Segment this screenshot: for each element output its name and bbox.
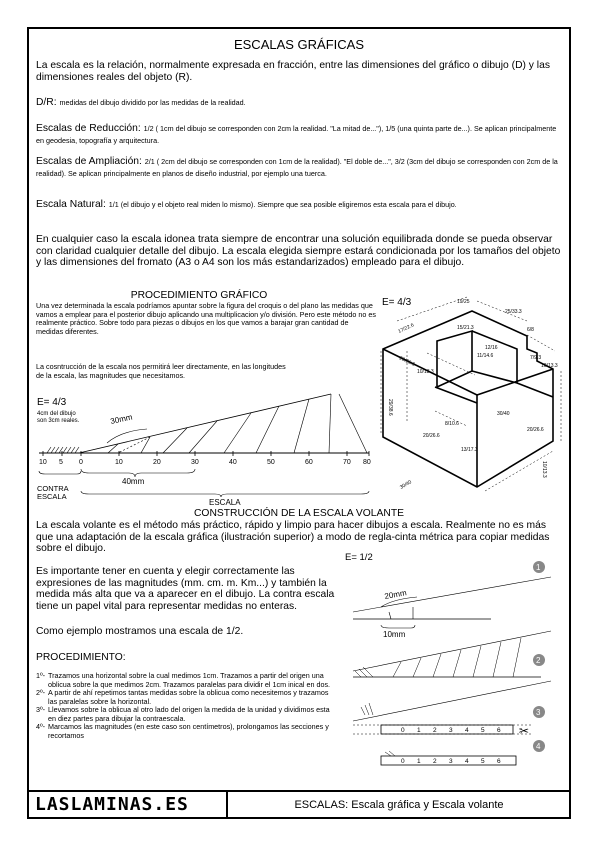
procedimiento-step: 3º- Llevamos sobre la oblicua al otro lado del origen la medida de la unidad y dividimos esta en diez partes para dibujar la contraescala. <box>36 705 330 723</box>
iso-dim: 7/9.3 <box>530 355 542 361</box>
procedimiento-step: 2º- A partir de ahí repetimos tantas medidas sobre la oblicua como necesitemos y trazamos las paralelas sobre la horizontal. <box>36 688 329 706</box>
iso-dim: 13/17.3 <box>461 447 478 453</box>
graphic-scale-note-1: 4cm del dibujo <box>37 411 76 417</box>
contra-label: CONTRA <box>37 484 69 493</box>
iso-scale-label: E= 4/3 <box>382 297 412 308</box>
reduccion-definition <box>36 123 562 146</box>
strip-label: 6 <box>497 727 501 734</box>
graphic-scale-diagram <box>29 391 379 506</box>
grafico-paragraph-2: La cosntrucción de la escala nos permitirá leer directamente, en las longitudes de la escala, las magnitudes que necesitamos. <box>36 362 286 380</box>
volante-paragraph-1: La escala volante es el método más práctico, rápido y limpio para hacer dibujos a escala. Realmente no es más que una adaptación de la escala gráfica (ilustración superior) a modo de regla-cinta métrica para copiar medidas sobre el dibujo. <box>36 520 550 554</box>
tick-label: 20 <box>153 459 161 466</box>
tick-label: 0 <box>79 459 83 466</box>
parallel-lines <box>108 394 367 453</box>
grafico-title: PROCEDIMIENTO GRÁFICO <box>130 290 268 301</box>
reduccion-text: 1/2 ( 1cm del dibujo se corresponden con 2cm la realidad. "La mitad de..."), 1/5 (una quinta parte de...). Se aplican principalmente en geodesia, topografía y arquitectura. <box>36 124 557 145</box>
iso-dimension-labels <box>387 299 558 491</box>
tick-label: 10 <box>39 459 47 466</box>
escala-label: ESCALA <box>209 498 241 506</box>
volante-step-1 <box>353 561 551 639</box>
iso-dim: 30/40 <box>399 479 413 491</box>
brace-30mm <box>107 429 147 443</box>
step-number: 3 <box>536 708 541 717</box>
tick-label: 60 <box>305 459 313 466</box>
graphic-scale-note-2: son 3cm reales. <box>37 418 80 424</box>
footer-vertical-divider <box>226 790 228 817</box>
dim-10mm: 10mm <box>383 630 406 639</box>
procedimiento-step: 4º- Marcamos las magnitudes (en este caso son centímetros), prolongamos las secciones y recortamos <box>36 722 329 740</box>
natural-text: 1/1 (el dibujo y el objeto real miden lo mismo). Siempre que sea posible eligiremos esta escala para el dibujo. <box>108 200 457 209</box>
tick-label: 50 <box>267 459 275 466</box>
isometric-drawing <box>377 291 567 499</box>
iso-dim: 10/13.3 <box>417 369 434 375</box>
iso-dim: 11/14.6 <box>477 353 494 359</box>
iso-dim: 10/13.3 <box>541 461 547 478</box>
volante-scale-label: E= 1/2 <box>345 552 373 563</box>
ampliacion-text: 2/1 ( 2cm del dibujo se corresponden con 1cm de la realidad). "El doble de...", 3/2 (3cm del dibujo se corresponden con 2cm de la realidad). Se aplican principalmente en planos de diseño industrial, por ejemplo una tuerca. <box>36 157 558 178</box>
dr-text: medidas del dibujo dividido por las medidas de la realidad. <box>59 98 246 107</box>
volante-diagrams <box>341 549 569 787</box>
iso-dim: 10/13.3 <box>541 363 558 369</box>
tick-label: 30 <box>191 459 199 466</box>
procedimiento-title: PROCEDIMIENTO: <box>36 652 126 663</box>
strip-label: 0 <box>401 727 405 734</box>
procedimiento-list <box>36 672 336 740</box>
strip-label: 0 <box>401 758 405 765</box>
strip-label: 5 <box>481 758 485 765</box>
sheet-frame <box>27 27 571 819</box>
iso-dim: 25/33.3 <box>505 309 522 315</box>
footer-divider <box>29 790 569 792</box>
volante-paragraph-3: Como ejemplo mostramos una escala de 1/2. <box>36 626 244 637</box>
ampliacion-definition <box>36 156 562 179</box>
contra-escala-hatch <box>47 447 79 453</box>
step-number: 4 <box>536 742 541 751</box>
volante-paragraph-2: Es importante tener en cuenta y elegir correctamente las expresiones de las magnitudes (mm. cm. m. Km...) y también la medida más alta que va a aparecer en el dibujo. La contra escala tiene un papel vital para representar medidas no enteras. <box>36 566 335 612</box>
brace-escala <box>81 491 369 497</box>
natural-definition <box>36 199 562 211</box>
strip-label: 2 <box>433 758 437 765</box>
strip-label: 3 <box>449 758 453 765</box>
iso-dim: 30/40 <box>497 411 510 417</box>
strip-label: 5 <box>481 727 485 734</box>
general-paragraph: En cualquier caso la escala idonea trata siempre de encontrar una solución equilibrada donde se pueda observar con claridad cualquier detalle del dibujo. La escala elegida siempre estará condicionada por los tamaños del objeto y las dimensiones del fromato (A3 o A4 son los más estandarizados) empleado para el dibujo. <box>36 234 561 268</box>
natural-heading: Escala Natural: <box>36 199 106 210</box>
step-number: 1 <box>536 563 541 572</box>
step-number: 2 <box>536 656 541 665</box>
dim-20mm: 20mm <box>383 588 408 601</box>
iso-dim: 29/38.6 <box>387 399 393 416</box>
intro-paragraph: La escala es la relación, normalmente expresada en fracción, entre las dimensiones del gráfico o dibujo (D) y las dimensiones reales del objeto (R). <box>36 60 550 83</box>
strip-label: 1 <box>417 758 421 765</box>
strip-label: 1 <box>417 727 421 734</box>
volante-title: CONSTRUCCIÓN DE LA ESCALA VOLANTE <box>194 508 404 519</box>
iso-dim: 20/26.6 <box>527 427 544 433</box>
brace-contra <box>39 471 81 474</box>
page-title: ESCALAS GRÁFICAS <box>233 37 365 52</box>
dr-heading: D/R: <box>36 97 57 108</box>
strip-label: 6 <box>497 758 501 765</box>
ampliacion-heading: Escalas de Ampliación: <box>36 156 142 167</box>
volante-step-4 <box>381 740 545 765</box>
strip-label: 2 <box>433 727 437 734</box>
tick-label: 80 <box>363 459 371 466</box>
site-logo: LASLAMINAS.ES <box>35 794 189 815</box>
iso-dim: 15/21.3 <box>457 325 474 331</box>
contra-escala-label: ESCALA <box>37 492 67 501</box>
dim-40mm: 40mm <box>122 477 145 486</box>
volante-step-3 <box>353 681 551 738</box>
brace-40mm <box>81 469 195 477</box>
reduccion-heading: Escalas de Reducción: <box>36 123 141 134</box>
footer-title: ESCALAS: Escala gráfica y Escala volante <box>294 799 504 811</box>
scissors-icon: ✂ <box>519 724 530 738</box>
procedimiento-step: 1º- Trazamos una horizontal sobre la cual medimos 1cm. Trazamos a partir del origen una oblicua sobre la que medimos 2cm. Trazamos paralelas para dividir el 1cm inical en dos. <box>36 671 331 689</box>
graphic-scale-label: E= 4/3 <box>37 397 67 408</box>
tick-label: 10 <box>115 459 123 466</box>
tick-label: 70 <box>343 459 351 466</box>
iso-object-outline <box>383 311 553 487</box>
strip-label: 4 <box>465 758 469 765</box>
dr-definition <box>36 97 562 109</box>
iso-dim: 12/16 <box>485 345 498 351</box>
dim-30mm: 30mm <box>109 412 134 426</box>
base-tick-labels <box>39 459 371 466</box>
tick-label: 5 <box>59 459 63 466</box>
tick-label: 40 <box>229 459 237 466</box>
iso-dim: 8/10.6 <box>445 421 459 427</box>
strip-label: 3 <box>449 727 453 734</box>
grafico-paragraph-1: Una vez determinada la escala podríamos apuntar sobre la figura del croquis o del plano las medidas que vamos a emplear para el posterior dibujo aplicando una multiplicacion y/o división. Pero este método no es realmente práctico. Sobre todo para piezas o dibujos en los que vamos a barajar gran cantidad de medidas diferentes. <box>36 301 376 336</box>
iso-dim: 17/22.6 <box>397 322 415 335</box>
strip-label: 4 <box>465 727 469 734</box>
iso-dim: 20/26.6 <box>423 433 440 439</box>
iso-dim: 6/8 <box>527 327 534 333</box>
iso-dim: 20/26.6 <box>398 355 416 368</box>
iso-dim: 19/25 <box>457 299 470 305</box>
